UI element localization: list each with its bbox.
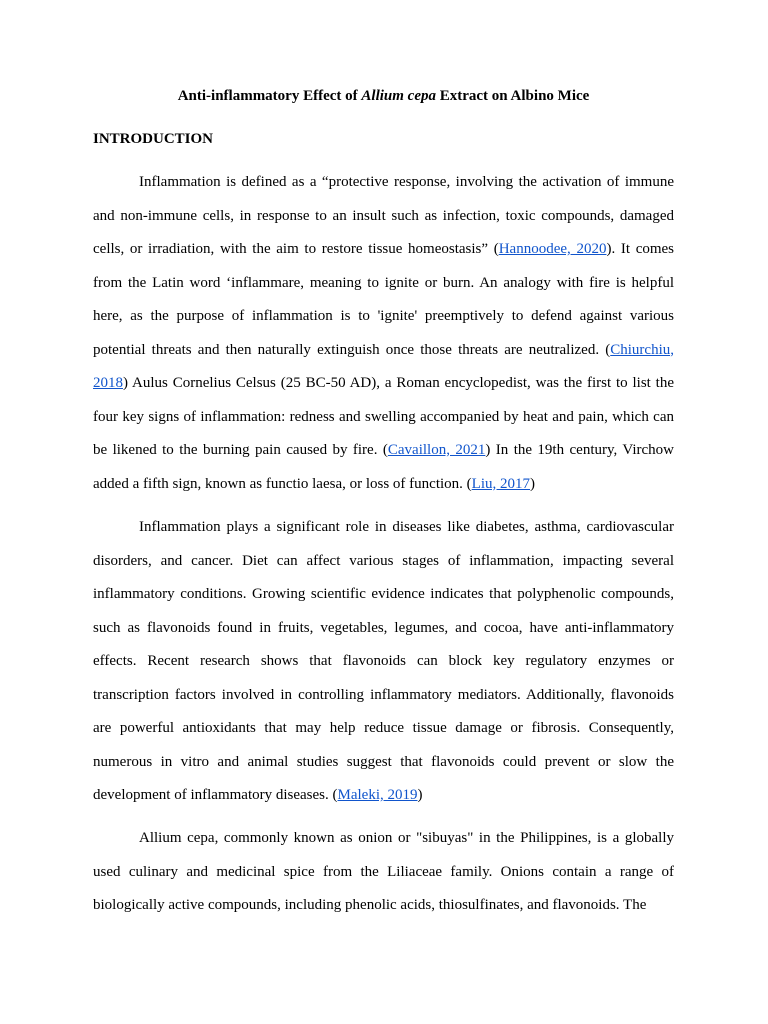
paragraph-1-text-5: ) [530,475,536,492]
paragraph-3-text-1: Allium cepa, commonly known as onion or "sibuyas" in the Philippines, is a globally used culinary and medicinal spice from the Liliaceae family. Onions contain a range of biologically active compounds, including phenolic acids, thiosulfinates, and flavonoids. The [93,830,674,913]
citation-link-maleki[interactable]: Maleki, 2019 [337,787,418,803]
paragraph-1-text-3: ) Aulus Cornelius Celsus (25 BC-50 AD), a Roman encyclopedist, was the first to list the four key signs of inflammation: redness and swelling accompanied by heat and pain, which can be likened to the burning pain caused by fire. ( [93,375,674,458]
title-text-start: Anti-inflammatory Effect of [177,88,362,104]
paragraph-1-text-1: Inflammation is defined as a “protective response, involving the activation of immune and non-immune cells, in response to an insult such as infection, toxic compounds, damaged cells, or irradiation, with the aim to restore tissue homeostasis” ( [93,174,674,257]
paragraph-2-text-2: ) [417,787,423,803]
document-title [93,86,674,106]
citation-link-liu[interactable]: Liu, 2017 [471,475,531,492]
paragraph-3 [93,822,674,923]
title-text-end: Extract on Albino Mice [435,88,590,104]
paragraph-1-text-4: ) In the 19th century, Virchow added a fifth sign, known as functio laesa, or loss of function. ( [93,442,674,492]
paragraph-2 [93,511,674,813]
section-heading-introduction: INTRODUCTION [93,131,214,147]
citation-link-hannoodee[interactable]: Hannoodee, 2020 [498,241,607,257]
citation-link-cavaillon[interactable]: Cavaillon, 2021 [387,442,486,458]
citation-link-chiurchiu[interactable]: Chiurchiu, 2018 [93,341,674,391]
paragraph-2-text-1: Inflammation plays a significant role in diseases like diabetes, asthma, cardiovascular disorders, and cancer. Diet can affect various stages of inflammation, impacting several inflammatory conditions. Growing scientific evidence indicates that polyphenolic compounds, such as flavonoids found in fruits, vegetables, legumes, and cocoa, have anti-inflammatory effects. Recent research shows that flavonoids can block key regulatory enzymes or transcription factors involved in controlling inflammatory mediators. Additionally, flavonoids are powerful antioxidants that may help reduce tissue damage or fibrosis. Consequently, numerous in vitro and animal studies suggest that flavonoids could prevent or slow the development of inflammatory diseases. ( [93,519,674,803]
paragraph-1-text-2: ). It comes from the Latin word ‘inflammare, meaning to ignite or burn. An analogy with fire is helpful here, as the purpose of inflammation is to 'ignite' preemptively to defend against various potential threats and then naturally extinguish once those threats are neutralized. ( [93,241,675,358]
paragraph-1 [93,166,674,501]
title-species-name: Allium cepa [361,88,436,104]
